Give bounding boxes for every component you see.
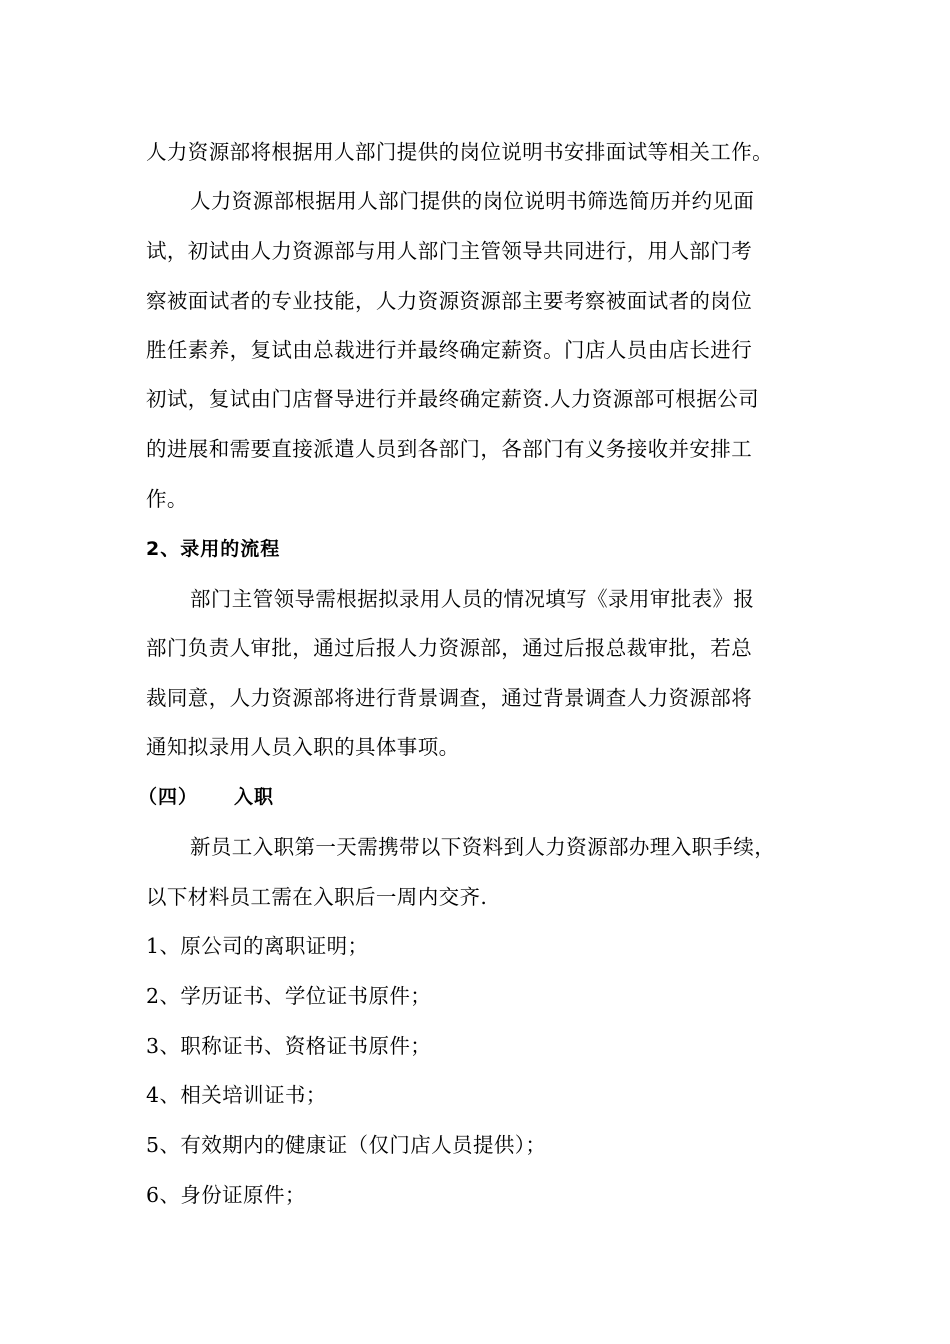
paragraph-line: 新员工入职第一天需携带以下资料到人力资源部办理入职手续， xyxy=(190,835,776,859)
list-item: 3、职称证书、资格证书原件； xyxy=(146,1034,432,1058)
paragraph-line: 作。 xyxy=(146,487,188,511)
paragraph-line: 察被面试者的专业技能，人力资源资源部主要考察被面试者的岗位 xyxy=(146,289,753,313)
list-item: 1、原公司的离职证明； xyxy=(146,934,369,958)
list-item: 2、学历证书、学位证书原件； xyxy=(146,984,432,1008)
list-item: 6、身份证原件； xyxy=(146,1183,306,1207)
paragraph-line: 人力资源部将根据用人部门提供的岗位说明书安排面试等相关工作。 xyxy=(146,140,773,164)
section-title: 入职 xyxy=(234,786,275,808)
paragraph-line: 部门主管领导需根据拟录用人员的情况填写《录用审批表》报 xyxy=(190,587,755,611)
list-item: 4、相关培训证书； xyxy=(146,1083,327,1107)
paragraph-line: 初试，复试由门店督导进行并最终确定薪资.人力资源部可根据公司 xyxy=(146,387,760,411)
section-number: （四） xyxy=(138,786,199,808)
paragraph-line: 部门负责人审批，通过后报人力资源部，通过后报总裁审批，若总 xyxy=(146,636,753,660)
paragraph-line: 通知拟录用人员入职的具体事项。 xyxy=(146,735,460,759)
section-heading: 2、录用的流程 xyxy=(146,538,281,560)
paragraph-line: 胜任素养，复试由总裁进行并最终确定薪资。门店人员由店长进行 xyxy=(146,338,753,362)
section-heading xyxy=(138,782,808,812)
list-item: 5、有效期内的健康证（仅门店人员提供）； xyxy=(146,1133,547,1157)
paragraph-line: 试，初试由人力资源部与用人部门主管领导共同进行，用人部门考 xyxy=(146,239,753,263)
paragraph-line: 的进展和需要直接派遣人员到各部门，各部门有义务接收并安排工 xyxy=(146,437,753,461)
paragraph-line: 以下材料员工需在入职后一周内交齐. xyxy=(146,885,488,909)
paragraph-line: 裁同意，人力资源部将进行背景调查，通过背景调查人力资源部将 xyxy=(146,686,753,710)
paragraph-line: 人力资源部根据用人部门提供的岗位说明书筛选简历并约见面 xyxy=(190,189,755,213)
